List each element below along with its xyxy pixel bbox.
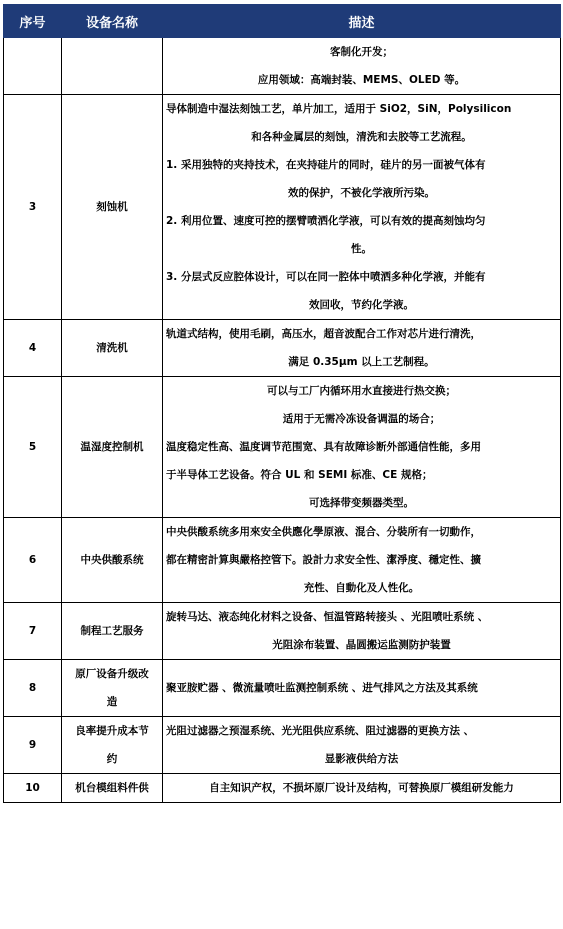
- description-line: 客制化开发；: [330, 46, 393, 58]
- description-line: 中央供酸系统多用來安全供應化學原液、混合、分裝所有一切動作，: [166, 526, 481, 538]
- header-description: 描述: [163, 5, 561, 38]
- equipment-name-line: 清洗机: [96, 342, 128, 354]
- description-line: 和各种金属层的刻蚀，清洗和去胶等工艺流程。: [251, 131, 472, 143]
- equipment-description: [163, 95, 561, 320]
- table-row: [4, 320, 561, 377]
- table-header-row: [4, 5, 561, 38]
- description-line: 导体制造中湿法刻蚀工艺，单片加工，适用于 SiO2，SiN，Polysilicon: [166, 103, 512, 115]
- description-line: 效回收，节约化学液。: [309, 299, 414, 311]
- description-line: 性。: [351, 243, 372, 255]
- description-line: 1. 采用独特的夹持技术，在夹持硅片的同时，硅片的另一面被气体有: [166, 159, 486, 171]
- equipment-name: [62, 377, 163, 518]
- description-line: 满足 0.35μm 以上工艺制程。: [288, 356, 435, 368]
- description-line: 自主知识产权，不损坏原厂设计及结构，可替换原厂模组研发能力: [209, 782, 514, 794]
- row-index: 3: [4, 95, 62, 320]
- row-index: 8: [4, 660, 62, 717]
- description-line: 温度稳定性高、温度调节范围宽、具有故障诊断外部通信性能，多用: [166, 441, 481, 453]
- row-index: 7: [4, 603, 62, 660]
- description-line: 轨道式结构，使用毛刷，高压水，超音波配合工作对芯片进行清洗，: [166, 328, 481, 340]
- description-line: 光阻过滤器之预湿系统、光光阻供应系统、阻过滤器的更换方法 、: [166, 725, 475, 737]
- equipment-name: [62, 603, 163, 660]
- row-index: 9: [4, 717, 62, 774]
- equipment-name: [62, 320, 163, 377]
- table-row: [4, 603, 561, 660]
- equipment-name-line: 制程工艺服务: [80, 625, 144, 637]
- row-index: 10: [4, 774, 62, 803]
- equipment-description: [163, 320, 561, 377]
- equipment-name: [62, 717, 163, 774]
- equipment-description: [163, 717, 561, 774]
- equipment-name: [62, 38, 163, 95]
- equipment-name-line: 约: [106, 753, 118, 765]
- equipment-name-line: 机台模组料件供: [75, 782, 149, 794]
- row-index: [4, 38, 62, 95]
- header-index: 序号: [4, 5, 62, 38]
- table-row: [4, 774, 561, 803]
- description-line: 旋转马达、液态纯化材料之设备、恒温管路转接头 、光阻喷吐系统 、: [166, 611, 489, 623]
- equipment-table: [3, 4, 561, 803]
- equipment-description: [163, 660, 561, 717]
- equipment-name: [62, 518, 163, 603]
- description-line: 应用领域：高端封装、MEMS、OLED 等。: [257, 74, 466, 86]
- description-line: 聚亚胺贮器 、微流量喷吐监测控制系统 、进气排风之方法及其系统: [166, 682, 478, 694]
- table-row: [4, 95, 561, 320]
- equipment-name-line: 原厂设备升级改: [75, 668, 149, 680]
- description-line: 2. 利用位置、速度可控的摆臂喷洒化学液，可以有效的提高刻蚀均匀: [166, 215, 486, 227]
- equipment-description: [163, 377, 561, 518]
- equipment-name-line: 良率提升成本节: [75, 725, 149, 737]
- table-row: [4, 717, 561, 774]
- description-line: 显影液供给方法: [324, 753, 399, 765]
- row-index: 6: [4, 518, 62, 603]
- equipment-description: [163, 603, 561, 660]
- equipment-description: [163, 38, 561, 95]
- equipment-name-line: 温湿度控制机: [80, 441, 144, 453]
- equipment-name-line: 造: [106, 696, 118, 708]
- table-row: [4, 38, 561, 95]
- equipment-name: [62, 660, 163, 717]
- description-line: 3. 分层式反应腔体设计，可以在同一腔体中喷洒多种化学液，并能有: [166, 271, 486, 283]
- description-line: 可选择带变频器类型。: [309, 497, 414, 509]
- row-index: 4: [4, 320, 62, 377]
- table-row: [4, 660, 561, 717]
- table-body: [4, 38, 561, 803]
- description-line: 都在精密計算與嚴格控管下。設計力求安全性、潔淨度、穩定性、擴: [166, 554, 481, 566]
- table-row: [4, 518, 561, 603]
- description-line: 充性、自動化及人性化。: [303, 582, 420, 594]
- equipment-name-line: 刻蚀机: [96, 201, 128, 213]
- description-line: 可以与工厂内循环用水直接进行热交换；: [267, 385, 456, 397]
- table-row: [4, 377, 561, 518]
- equipment-name: [62, 774, 163, 803]
- equipment-name: [62, 95, 163, 320]
- equipment-description: [163, 774, 561, 803]
- description-line: 光阻涂布装置、晶圆搬运监测防护装置: [272, 639, 451, 651]
- description-line: 于半导体工艺设备。符合 UL 和 SEMI 标准、CE 规格；: [166, 469, 433, 481]
- equipment-description: [163, 518, 561, 603]
- row-index: 5: [4, 377, 62, 518]
- header-name: 设备名称: [62, 5, 163, 38]
- description-line: 效的保护，不被化学液所污染。: [288, 187, 435, 199]
- description-line: 适用于无需冷冻设备调温的场合；: [282, 413, 441, 425]
- equipment-name-line: 中央供酸系统: [80, 554, 144, 566]
